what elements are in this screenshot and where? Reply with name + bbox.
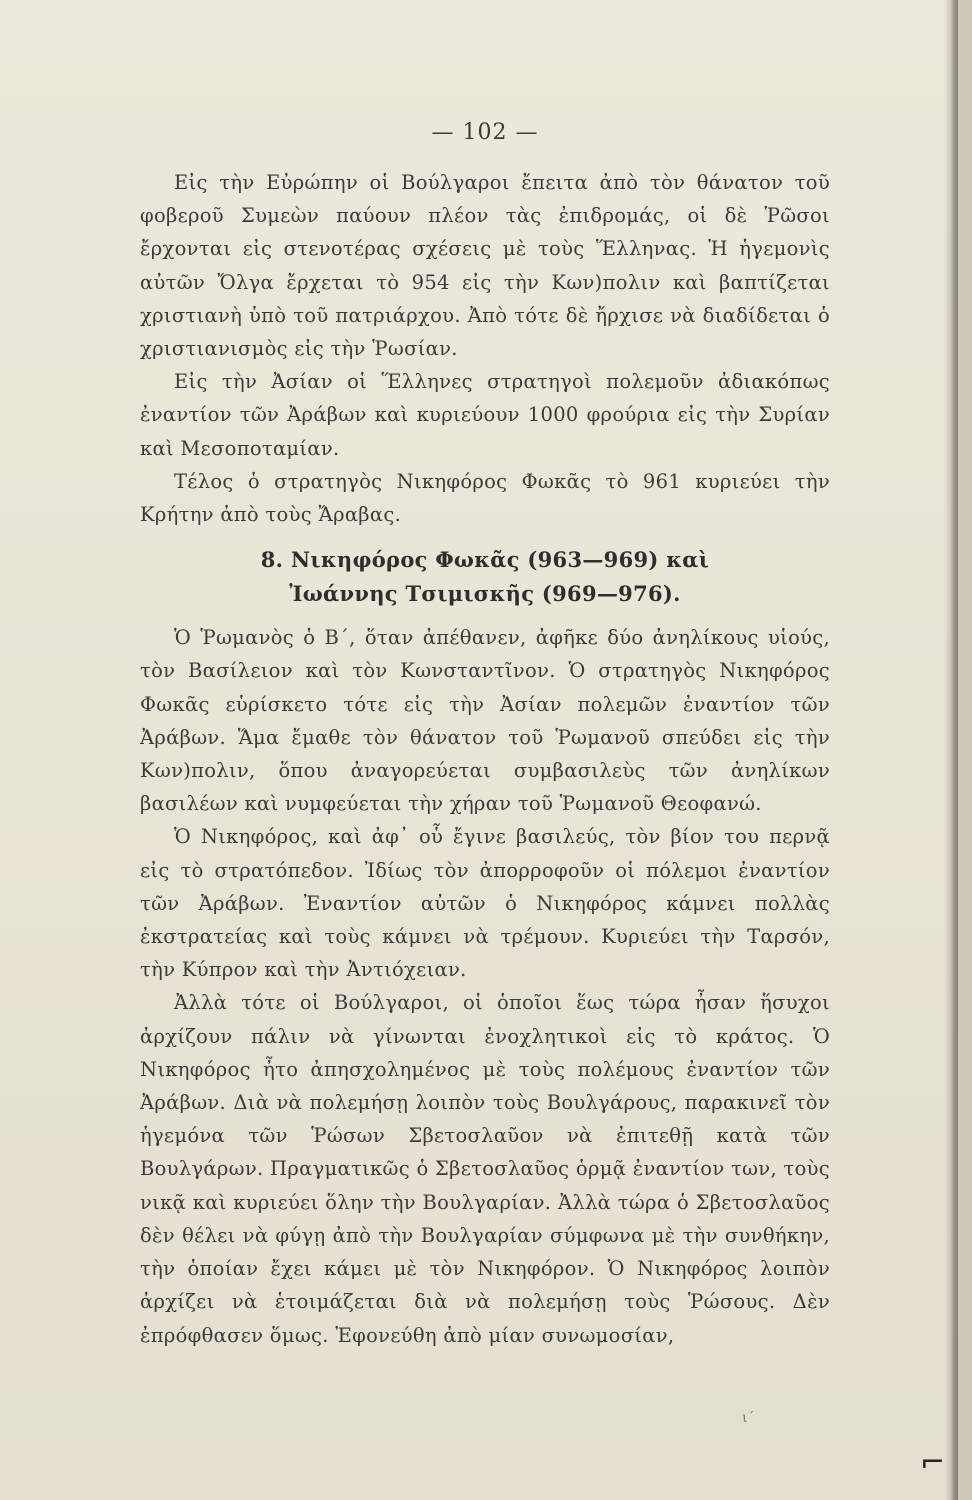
page-edge-shadow (958, 0, 972, 1500)
paragraph-crete: Τέλος ὁ στρατηγὸς Νικηφόρος Φωκᾶς τὸ 961 κυριεύει τὴν Κρήτην ἀπὸ τοὺς Ἄραβας. (140, 469, 830, 527)
paragraph-bulgarian-war: Ἀλλὰ τότε οἱ Βούλγαροι, οἱ ὁποῖοι ἕως τώρα ἦσαν ἥσυχοι ἀρχίζουν πάλιν νὰ γίνωνται ἐνοχλητικοὶ εἰς τὸ κράτος. Ὁ Νικηφόρος ἦτο ἀπησχολημένος μὲ τοὺς πολέμους ἐναντίον τῶν Ἀράβων. Διὰ νὰ πολεμήσῃ λοιπὸν τοὺς Βουλγάρους, παρακινεῖ τὸν ἡγεμόνα τῶν Ῥώσων Σβετοσλαῦον νὰ ἐπιτεθῇ κατὰ τῶν Βουλγάρων. Πραγματικῶς ὁ Σβετοσλαῦος ὁρμᾷ ἐναντίον των, τοὺς νικᾷ καὶ κυριεύει ὅλην τὴν Βουλγαρίαν. Ἀλλὰ τώρα ὁ Σβετοσλαῦος δὲν θέλει νὰ φύγῃ ἀπὸ τὴν Βουλγαρίαν σύμφωνα μὲ τὴν συνθήκην, τὴν ὁποίαν ἔχει κάμει μὲ τὸν Νικηφόρον. Ὁ Νικηφόρος λοιπὸν ἀρχίζει νὰ ἑτοιμάζεται διὰ νὰ πολεμήσῃ τοὺς Ῥώσους. Δὲν ἐπρόφθασεν ὅμως. Ἐφονεύθη ἀπὸ μίαν συνωμοσίαν, (140, 991, 830, 1347)
footer-signature-mark: ι΄ (742, 1410, 755, 1426)
paragraph-asia-campaigns: Εἰς τὴν Ἀσίαν οἱ Ἕλληνες στρατηγοὶ πολεμοῦν ἀδιακόπως ἐναντίον τῶν Ἀράβων καὶ κυριεύουν 1000 φρούρια εἰς τὴν Συρίαν καὶ Μεσοποταμίαν. (140, 370, 830, 460)
page-number: — 102 — (431, 120, 539, 145)
corner-mark: ⌐ (920, 1445, 946, 1480)
paragraph-bulgarians-russians: Εἰς τὴν Εὐρώπην οἱ Βούλγαροι ἔπειτα ἀπὸ τὸν θάνατον τοῦ φοβεροῦ Συμεὼν παύουν πλέον τὰς ἐπιδρομάς, οἱ δὲ Ῥῶσοι ἔρχονται εἰς στενοτέρας σχέσεις μὲ τοὺς Ἕλληνας. Ἡ ἡγεμονὶς αὐτῶν Ὄλγα ἔρχεται τὸ 954 εἰς τὴν Κων)πολιν καὶ βαπτίζεται χριστιανὴ ὑπὸ τοῦ πατριάρχου. Ἀπὸ τότε δὲ ἤρχισε νὰ διαδίδεται ὁ χριστιανισμὸς εἰς τὴν Ῥωσίαν. (140, 171, 830, 361)
page-content (140, 118, 830, 1352)
binding-edge (944, 0, 958, 1500)
paragraph-romanos-death: Ὁ Ῥωμανὸς ὁ Β΄, ὅταν ἀπέθανεν, ἀφῆκε δύο ἀνηλίκους υἱούς, τὸν Βασίλειον καὶ τὸν Κωνσταντῖνον. Ὁ στρατηγὸς Νικηφόρος Φωκᾶς εὑρίσκετο τότε εἰς τὴν Ἀσίαν πολεμῶν ἐναντίον τῶν Ἀράβων. Ἅμα ἔμαθε τὸν θάνατον τοῦ Ῥωμανοῦ σπεύδει εἰς τὴν Κων)πολιν, ὅπου ἀναγορεύεται συμβασιλεὺς τῶν ἀνηλίκων βασιλέων καὶ νυμφεύεται τὴν χήραν τοῦ Ῥωμανοῦ Θεοφανώ. (140, 626, 830, 816)
section-heading-line-1: 8. Νικηφόρος Φωκᾶς (963—969) καὶ (260, 547, 710, 573)
section-heading (140, 543, 830, 611)
paragraph-nikephoros-reign: Ὁ Νικηφόρος, καὶ ἀφ᾽ οὗ ἔγινε βασιλεύς, τὸν βίον του περνᾷ εἰς τὸ στρατόπεδον. Ἰδίως τὸν ἀπορροφοῦν οἱ πόλεμοι ἐναντίον τῶν Ἀράβων. Ἐναντίον αὐτῶν ὁ Νικηφόρος κάμνει πολλὰς ἐκστρατείας καὶ τοὺς κάμνει νὰ τρέμουν. Κυριεύει τὴν Ταρσόν, τὴν Κύπρον καὶ τὴν Ἀντιόχειαν. (140, 825, 830, 982)
section-heading-line-2: Ἰωάννης Τσιμισκῆς (969—976). (289, 581, 681, 607)
